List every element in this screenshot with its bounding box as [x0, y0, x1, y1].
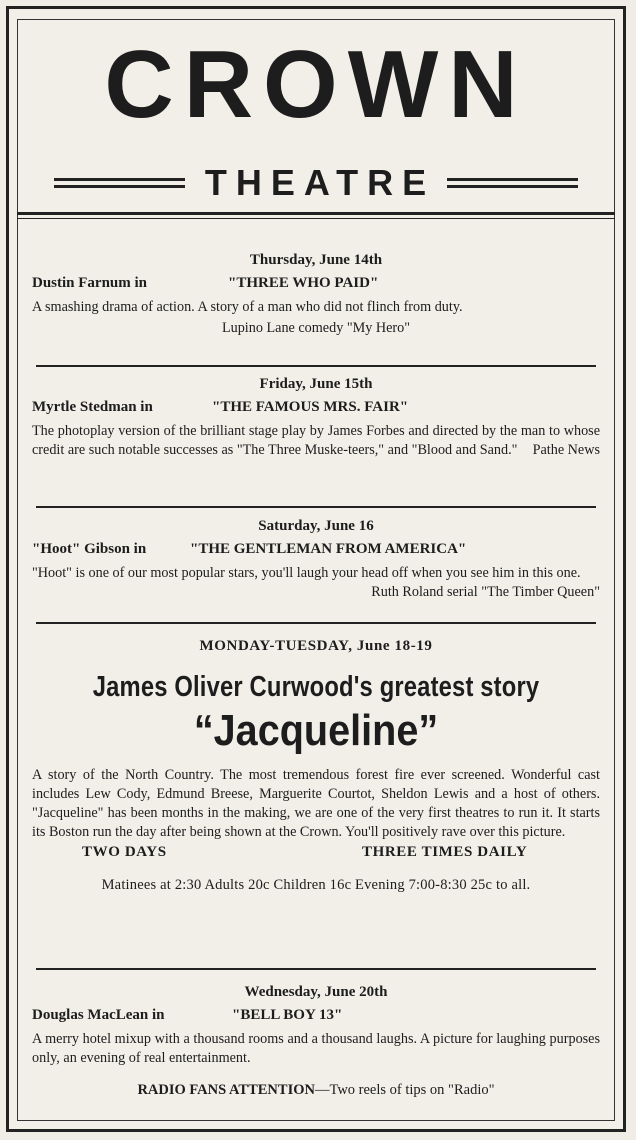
show-saturday [32, 518, 600, 602]
divider [36, 506, 596, 508]
show-star: "Hoot" Gibson in [32, 541, 147, 557]
feature-schedule [32, 844, 600, 861]
show-date: Thursday, June 14th [249, 252, 383, 268]
theatre-name: CROWN [104, 31, 528, 138]
show-date: Wednesday, June 20th [244, 984, 388, 1000]
feature-days: TWO DAYS [82, 844, 167, 860]
billing [32, 399, 600, 416]
divider [36, 622, 596, 624]
billing [32, 541, 600, 558]
subtitle-row [54, 162, 578, 204]
feature-headline: James Oliver Curwood's greatest story [92, 671, 540, 703]
show-extra: Pathe News [532, 442, 600, 458]
billing [32, 275, 600, 292]
show-description: A merry hotel mixup with a thousand rooms and a thousand laughs. A picture for laughing purposes only, an evening of real entertainment. [32, 1031, 600, 1066]
show-star: Douglas MacLean in [32, 1007, 165, 1023]
theatre-subtitle: THEATRE [204, 162, 436, 203]
feature-title: “Jacqueline” [193, 706, 439, 755]
feature-date: MONDAY-TUESDAY, June 18-19 [199, 638, 433, 654]
radio-label: RADIO FANS ATTENTION [137, 1082, 315, 1098]
show-friday [32, 376, 600, 460]
ad-frame [17, 19, 615, 1121]
show-film: "THREE WHO PAID" [228, 275, 379, 291]
header-rule [17, 212, 615, 219]
show-description-text: "Hoot" is one of our most popular stars, you'll laugh your head off when you see him in this one. [32, 565, 581, 581]
show-description [32, 422, 600, 460]
radio-text: —Two reels of tips on "Radio" [314, 1082, 495, 1098]
crown-theatre-ad [6, 6, 626, 1132]
show-film: "THE GENTLEMAN FROM AMERICA" [190, 541, 467, 557]
feature-prices: Matinees at 2:30 Adults 20c Children 16c Evening 7:00-8:30 25c to all. [101, 877, 531, 893]
show-date: Saturday, June 16 [258, 518, 374, 534]
divider [36, 365, 596, 367]
billing [32, 1007, 600, 1024]
show-description-text: The photoplay version of the brilliant stage play by James Forbes and directed by the man to whose credit are such notable successes as "The Three Muske-teers," and "Blood and Sand." [32, 423, 600, 458]
show-extra: Ruth Roland serial "The Timber Queen" [371, 584, 600, 600]
show-film: "BELL BOY 13" [232, 1007, 343, 1023]
show-thursday [32, 252, 600, 338]
right-double-rule [447, 178, 578, 188]
show-date: Friday, June 15th [259, 376, 373, 392]
divider [36, 968, 596, 970]
show-star: Dustin Farnum in [32, 275, 148, 291]
show-description: A smashing drama of action. A story of a man who did not flinch from duty. [32, 299, 463, 315]
feature-description: A story of the North Country. The most tremendous forest fire ever screened. Wonderful cast includes Lew Cody, Edmund Breese, Marguerite Courtot, Sheldon Lewis and a host of others. "Jacqueline" has been months in the making, we are one of the very first theatres to run it. It starts its Boston run the day after being shown at the Crown. You'll positively rave over this picture. [32, 767, 600, 840]
radio-notice [32, 1082, 600, 1099]
show-extra: Lupino Lane comedy "My Hero" [221, 320, 411, 336]
left-double-rule [54, 178, 185, 188]
show-description [32, 564, 600, 600]
feature-jacqueline [32, 638, 600, 894]
show-star: Myrtle Stedman in [32, 399, 153, 415]
header [18, 20, 614, 215]
feature-times: THREE TIMES DAILY [362, 844, 528, 860]
show-wednesday [32, 984, 600, 1099]
show-film: "THE FAMOUS MRS. FAIR" [212, 399, 409, 415]
